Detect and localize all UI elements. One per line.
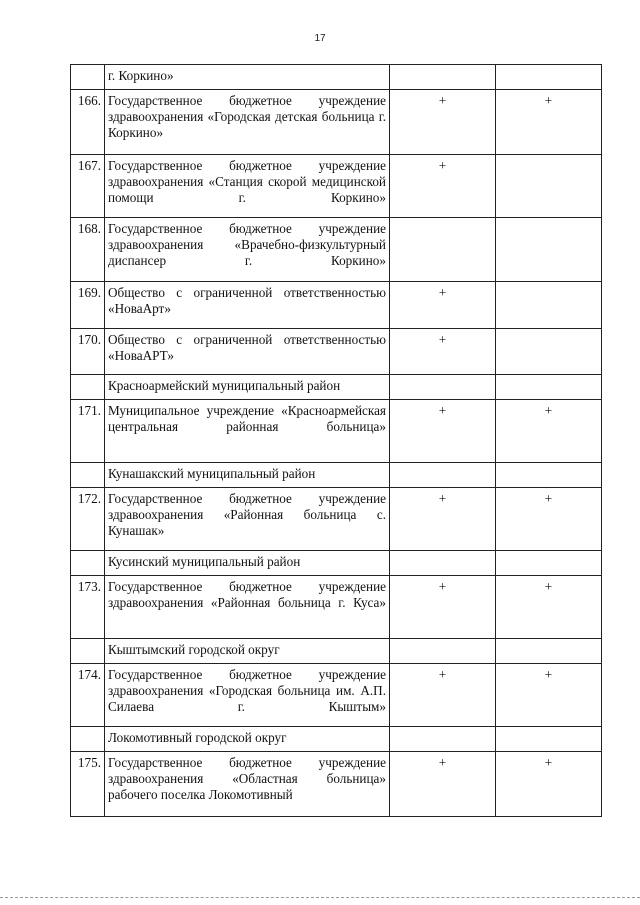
table-row <box>71 282 602 329</box>
table-row <box>71 752 602 817</box>
institution-name: Общество с ограниченной ответственностью «НоваАрт» <box>105 282 390 329</box>
page-number: 17 <box>314 33 326 44</box>
district-name: Красноармейский муниципальный район <box>105 375 390 400</box>
mark-column-1: + <box>390 488 496 551</box>
mark-column-1 <box>390 65 496 90</box>
row-number: 167. <box>71 155 105 218</box>
district-name: Локомотивный городской округ <box>105 727 390 752</box>
row-number: 170. <box>71 329 105 375</box>
table-row <box>71 155 602 218</box>
institution-name: Государственное бюджетное учреждение здравоохранения «Станция скорой медицинской помощи г. Коркино» <box>105 155 390 218</box>
mark-column-1: + <box>390 329 496 375</box>
institution-name: Государственное бюджетное учреждение здравоохранения «Врачебно-физкультурный диспансер г. Коркино» <box>105 218 390 282</box>
mark-column-2 <box>496 218 602 282</box>
table-row <box>71 329 602 375</box>
institution-name: Муниципальное учреждение «Красноармейская центральная районная больница» <box>105 400 390 463</box>
row-number: 166. <box>71 90 105 155</box>
mark-column-1: + <box>390 155 496 218</box>
institution-name: Государственное бюджетное учреждение здравоохранения «Районная больница с. Кунашак» <box>105 488 390 551</box>
row-number: 173. <box>71 576 105 639</box>
institution-name: г. Коркино» <box>105 65 390 90</box>
district-row <box>71 639 602 664</box>
table-row <box>71 218 602 282</box>
scan-edge-line <box>0 897 640 898</box>
mark-column-1 <box>390 218 496 282</box>
mark-column-1: + <box>390 752 496 817</box>
institution-name: Государственное бюджетное учреждение здравоохранения «Районная больница г. Куса» <box>105 576 390 639</box>
table-row <box>71 90 602 155</box>
district-name: Кунашакский муниципальный район <box>105 463 390 488</box>
district-row <box>71 551 602 576</box>
district-name: Кыштымский городской округ <box>105 639 390 664</box>
table-row <box>71 664 602 727</box>
mark-column-2: + <box>496 752 602 817</box>
row-number: 174. <box>71 664 105 727</box>
row-number: 169. <box>71 282 105 329</box>
district-row <box>71 463 602 488</box>
institution-name: Государственное бюджетное учреждение здравоохранения «Городская больница им. А.П. Силаева г. Кыштым» <box>105 664 390 727</box>
institutions-table <box>70 64 602 817</box>
row-number: 171. <box>71 400 105 463</box>
row-number: 175. <box>71 752 105 817</box>
table-row <box>71 400 602 463</box>
mark-column-1: + <box>390 664 496 727</box>
mark-column-2 <box>496 329 602 375</box>
mark-column-2 <box>496 65 602 90</box>
mark-column-2: + <box>496 90 602 155</box>
row-number: 168. <box>71 218 105 282</box>
row-number: 172. <box>71 488 105 551</box>
district-row <box>71 727 602 752</box>
mark-column-1: + <box>390 400 496 463</box>
table-row <box>71 576 602 639</box>
institution-name: Государственное бюджетное учреждение здравоохранения «Областная больница» рабочего поселка Локомотивный <box>105 752 390 817</box>
institution-name: Государственное бюджетное учреждение здравоохранения «Городская детская больница г. Коркино» <box>105 90 390 155</box>
mark-column-2: + <box>496 664 602 727</box>
mark-column-2: + <box>496 400 602 463</box>
table-row <box>71 488 602 551</box>
mark-column-2 <box>496 282 602 329</box>
mark-column-1: + <box>390 282 496 329</box>
mark-column-1: + <box>390 576 496 639</box>
district-name: Кусинский муниципальный район <box>105 551 390 576</box>
district-row <box>71 375 602 400</box>
institution-name: Общество с ограниченной ответственностью «НоваАРТ» <box>105 329 390 375</box>
mark-column-2: + <box>496 576 602 639</box>
row-number <box>71 65 105 90</box>
table-row <box>71 65 602 90</box>
mark-column-2: + <box>496 488 602 551</box>
mark-column-2 <box>496 155 602 218</box>
mark-column-1: + <box>390 90 496 155</box>
